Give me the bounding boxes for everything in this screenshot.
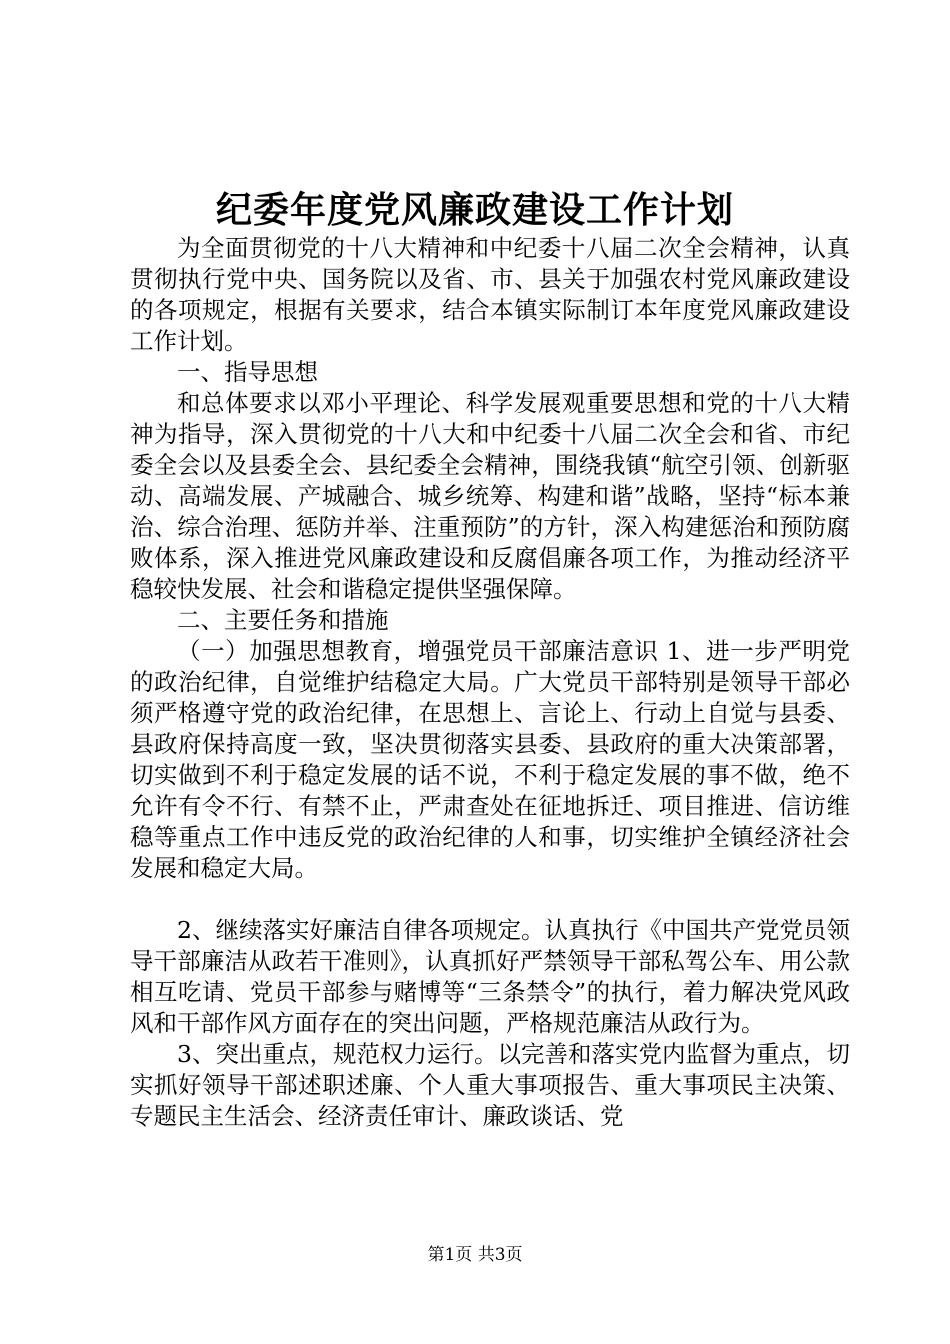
paragraph-guiding-ideology: 和总体要求以邓小平理论、科学发展观重要思想和党的十八大精神为指导，深入贯彻党的十八大和中纪委十八届二次全会和省、市纪委全会以及县委全会、县纪委全会精神，围绕我镇“航空引领、创新驱动、高端发展、产城融合、城乡统筹、构建和谐”战略，坚持“标本兼治、综合治理、惩防并举、注重预防”的方针，深入构建惩治和预防腐败体系，深入推进党风廉政建设和反腐倡廉各项工作，为推动经济平稳较快发展、社会和谐稳定提供坚强保障。 [130,389,850,603]
paragraph-intro: 为全面贯彻党的十八大精神和中纪委十八届二次全会精神，认真贯彻执行党中央、国务院以及省、市、县关于加强农村党风廉政建设的各项规定，根据有关要求，结合本镇实际制订本年度党风廉政建设工作计划。 [130,234,850,355]
paragraph-task-1: （一）加强思想教育，增强党员干部廉洁意识 1、进一步严明党的政治纪律，自觉维护结稳定大局。广大党员干部特别是领导干部必须严格遵守党的政治纪律，在思想上、言论上、行动上自觉与县委、县政府保持高度一致，坚决贯彻落实县委、县政府的重大决策部署，切实做到不利于稳定发展的话不说，不利于稳定发展的事不做，绝不允许有令不行、有禁不止，严肃查处在征地拆迁、项目推进、信访维稳等重点工作中违反党的政治纪律的人和事，切实维护全镇经济社会发展和稳定大局。 [130,637,850,882]
document-body [130,233,850,1132]
paragraph-task-3: 3、突出重点，规范权力运行。以完善和落实党内监督为重点，切实抓好领导干部述职述廉、个人重大事项报告、重大事项民主决策、专题民主生活会、经济责任审计、廉政谈话、党 [130,1040,850,1130]
section-heading-guiding-ideology: 一、指导思想 [177,358,318,386]
document-title: 纪委年度党风廉政建设工作计划 [215,189,734,231]
page-number-footer: 第1页 共3页 [427,1245,523,1265]
section-heading-main-tasks: 二、主要任务和措施 [177,606,389,634]
paragraph-task-2: 2、继续落实好廉洁自律各项规定。认真执行《中国共产党党员领导干部廉洁从政若干准则》，认真抓好严禁领导干部私驾公车、用公款相互吃请、党员干部参与赌博等“三条禁令”的执行，着力解决党风政风和干部作风方面存在的突出问题，严格规范廉洁从政行为。 [130,916,850,1037]
